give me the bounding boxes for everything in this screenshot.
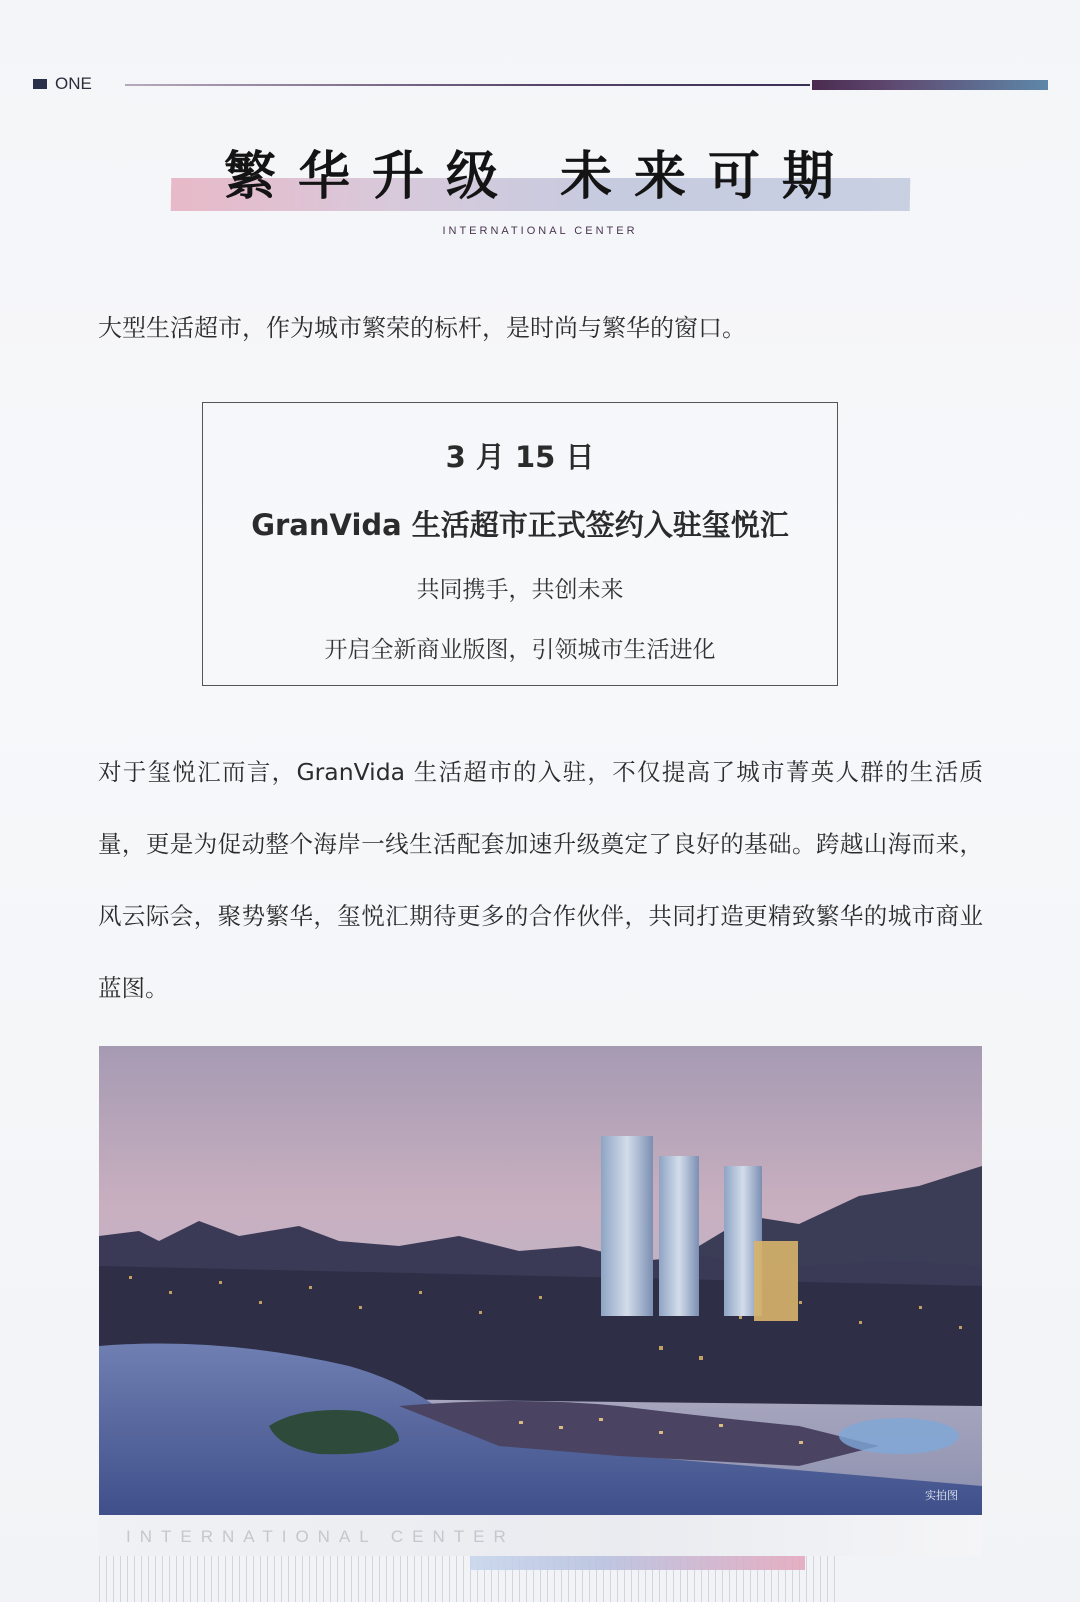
intro-text: 大型生活超市，作为城市繁荣的标杆，是时尚与繁华的窗口。	[98, 314, 746, 342]
page-subtitle: INTERNATIONAL CENTER	[442, 225, 638, 237]
announcement-date: 3 月 15 日	[445, 440, 595, 474]
page-title: 繁华升级 未来可期	[223, 146, 857, 207]
header-rule-accent	[812, 80, 1048, 90]
photo-footer-text: INTERNATIONAL CENTER	[126, 1527, 515, 1546]
photo-caption: 实拍图	[925, 1489, 958, 1502]
header-rule	[125, 84, 810, 86]
announcement-headline: GranVida 生活超市正式签约入驻玺悦汇	[251, 508, 789, 542]
body-paragraph: 对于玺悦汇而言，GranVida 生活超市的入驻，不仅提高了城市菁英人群的生活质量，更是为促动整个海岸一线生活配套加速升级奠定了良好的基础。跨越山海而来，风云际会，聚势繁华，玺悦汇期待更多的合作伙伴，共同打造更精致繁华的城市商业蓝图。	[98, 758, 983, 1002]
section-label	[33, 74, 92, 94]
photo-footer	[99, 1515, 982, 1556]
city-skyline-image	[99, 1046, 982, 1515]
announcement-line1: 共同携手，共创未来	[416, 577, 624, 603]
decorative-stripe-accent	[470, 1556, 805, 1570]
section-label-text: ONE	[55, 74, 92, 93]
announcement-box	[202, 402, 838, 686]
announcement-line2: 开启全新商业版图，引领城市生活进化	[324, 637, 716, 663]
city-photo	[99, 1046, 982, 1515]
square-icon	[33, 79, 47, 89]
